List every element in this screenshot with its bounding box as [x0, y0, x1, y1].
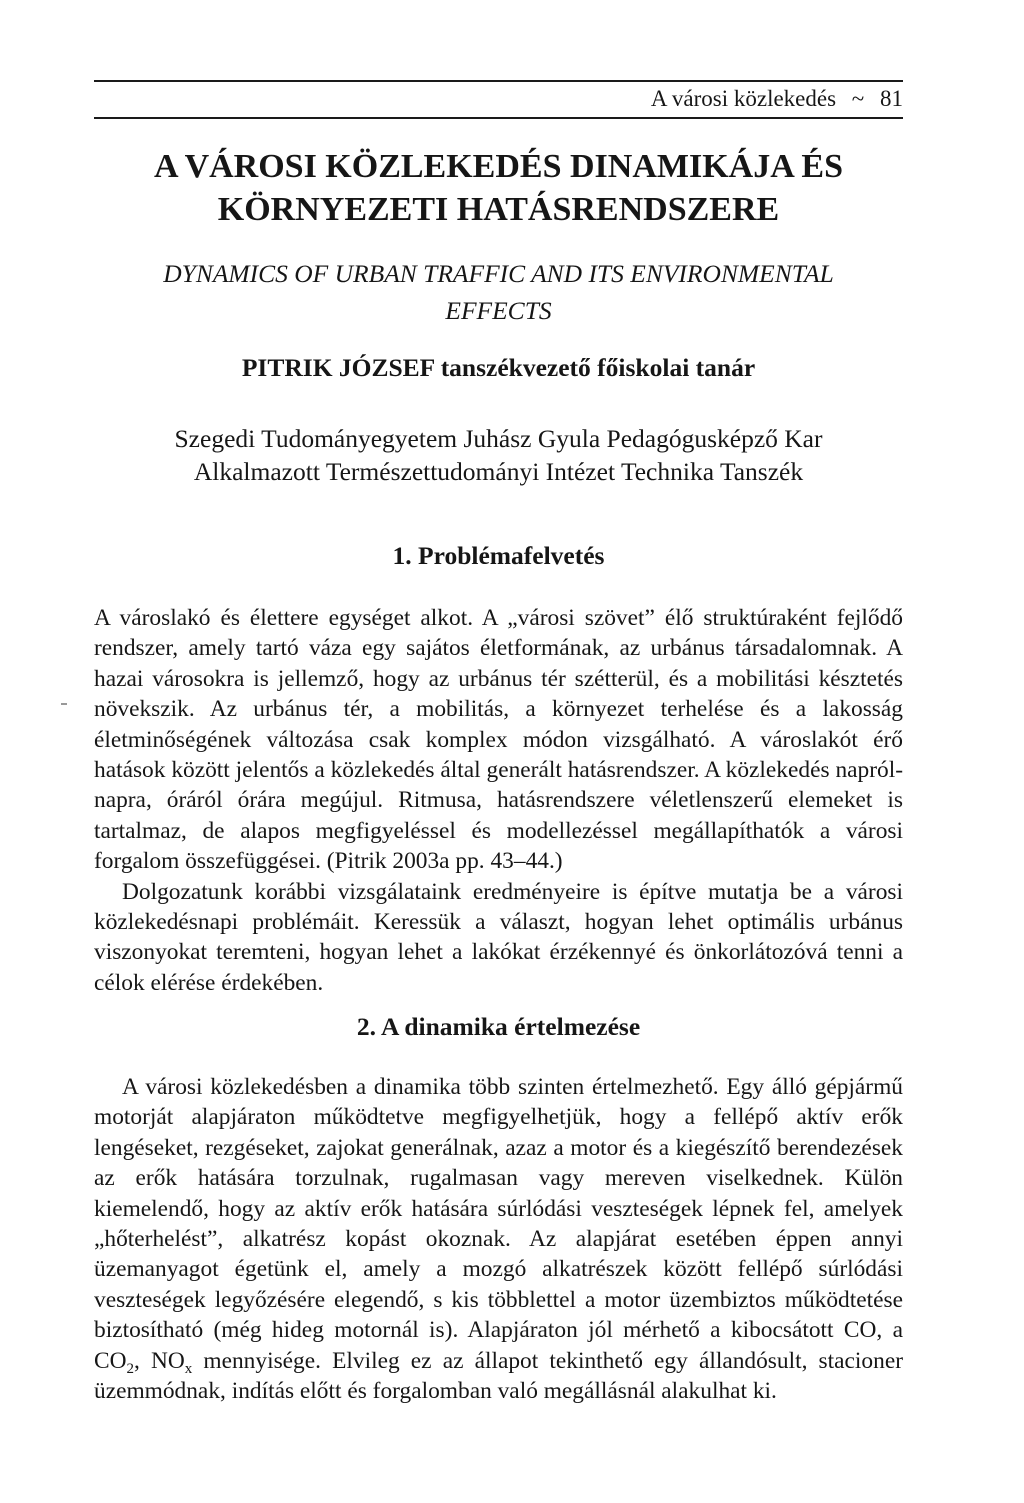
co2-subscript: 2	[126, 1360, 134, 1377]
section-2-paragraph-main: A városi közlekedésben a dinamika több szinten értelmezhető. Egy álló gépjármű motorját alapjáraton működtetve megfigyelhetjük, hogy a fellépő aktív erők lengéseket, rezgéseket, zajokat generálnak, azaz a motor és a kiegészítő berendezések az erők hatására torzulnak, rugalmasan vagy mereven viselkednek. Külön kiemelendő, hogy az aktív erők hatására súrlódási veszteségek lépnek fel, amelyek „hőterhelést”, alkatrész kopást okoznak. Az alapjárat esetében éppen annyi üzemanyagot égetünk el, amely a mozgó alkatrészek között fellépő súrlódási veszteségek legyőzésére elegendő, s kis többlettel a motor üzembiztos működtetése biztosítható (még hideg motornál is). Alapjáraton jól mérhető a kibocsátott CO, a	[94, 1074, 903, 1344]
nox-base: NO	[150, 1347, 185, 1374]
co2-formula	[94, 1347, 134, 1377]
margin-mark	[61, 703, 67, 705]
section-1-paragraph-1: A városlakó és élettere egységet alkot. A „városi szövet” élő struktúraként fejlődő rendszer, amely tartó váza egy sajátos életformának, az urbánus társadalomnak. A hazai városokra is jellemző, hogy az urbánus tér szétterül, és a mobilitási késztetés növekszik. Az urbánus tér, a mobilitás, a környezet terhelése és a lakosság életminőségének változása csak komplex módon vizsgálható. A városlakót érő hatások között jelentős a közlekedés által generált hatásrendszer. A közlekedés napról-napra, óráról órára megújul. Ritmusa, hatásrendszere véletlenszerű elemeket is tartalmaz, de alapos megfigyeléssel és modellezéssel megállapíthatók a városi forgalom összefüggései. (Pitrik 2003a pp. 43–44.)	[94, 605, 903, 875]
subtitle-line-1: DYNAMICS OF URBAN TRAFFIC AND ITS ENVIRONMENTAL	[163, 259, 834, 288]
formula-comma: ,	[134, 1347, 151, 1374]
running-head-separator: ~	[851, 86, 865, 111]
section-2-body	[94, 1072, 903, 1406]
article-title	[94, 145, 903, 231]
running-head-title: A városi közlekedés	[650, 86, 837, 111]
section-2-paragraph-tail: mennyisége. Elvileg ez az állapot tekinthető egy állandósult, stacioner üzemmódnak, indítás előtt és forgalomban való megállásnál alakulhat ki.	[94, 1347, 903, 1405]
author-line: PITRIK JÓZSEF tanszékvezető főiskolai tanár	[241, 353, 756, 382]
section-1-heading: 1. Problémafelvetés	[392, 541, 605, 570]
title-line-2: KÖRNYEZETI HATÁSRENDSZERE	[217, 191, 780, 228]
section-1-paragraph-2: Dolgozatunk korábbi vizsgálataink eredményeire is építve mutatja be a városi közlekedésnapi problémáit. Keressük a választ, hogyan lehet optimális urbánus viszonyokat teremteni, hogyan lehet a lakókat érzékennyé és önkorlátozóvá tenni a célok elérése érdekében.	[94, 878, 903, 996]
page-number: 81	[880, 86, 903, 111]
section-2-paragraph-1	[94, 1072, 903, 1406]
subtitle-line-2: EFFECTS	[445, 296, 552, 325]
nox-formula	[150, 1347, 193, 1377]
title-line-1: A VÁROSI KÖZLEKEDÉS DINAMIKÁJA ÉS	[154, 148, 843, 185]
co2-base: CO	[94, 1347, 127, 1374]
section-2-heading: 2. A dinamika értelmezése	[356, 1012, 641, 1041]
nox-subscript: x	[184, 1360, 193, 1377]
header-rule-top	[94, 80, 903, 82]
affiliation	[94, 422, 903, 488]
affiliation-line-2: Alkalmazott Természettudományi Intézet Technika Tanszék	[193, 457, 804, 486]
running-head	[651, 86, 903, 112]
article-subtitle	[94, 255, 903, 329]
header-rule-bottom	[94, 117, 903, 119]
affiliation-line-1: Szegedi Tudományegyetem Juhász Gyula Pedagógusképző Kar	[174, 424, 823, 453]
section-1-body	[94, 603, 903, 998]
